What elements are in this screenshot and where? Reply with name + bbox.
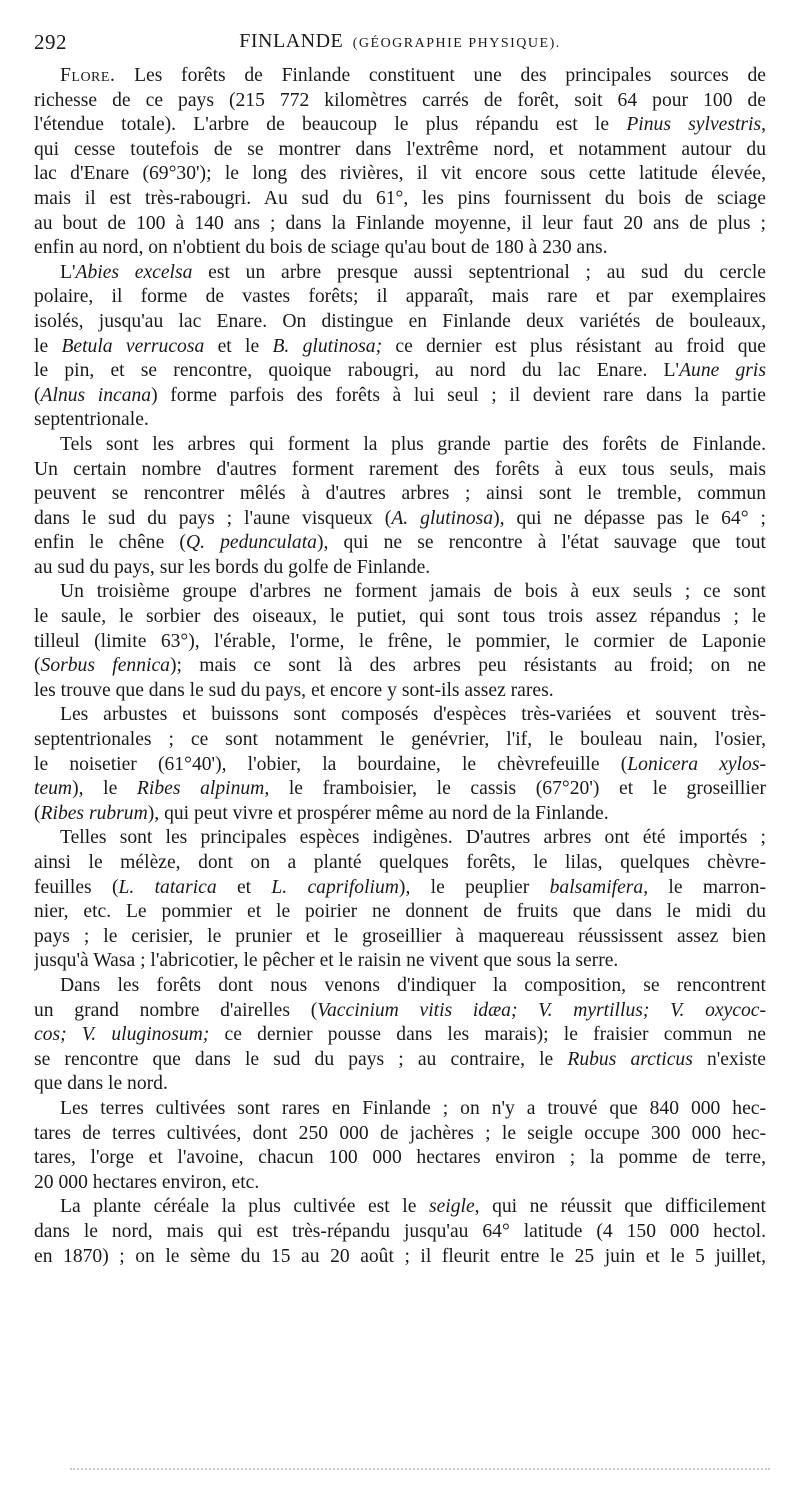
text-line: cos; V. uluginosum; ce dernier pousse dans les marais); le fraisier commun ne bbox=[34, 1024, 766, 1046]
text-line: septentrionale. bbox=[34, 409, 149, 431]
text-line: richesse de ce pays (215 772 kilomètres carrés de forêt, soit 64 pour 100 de bbox=[34, 89, 766, 111]
text-line: le saule, le sorbier des oiseaux, le putiet, qui sont tous trois assez répandus ; le bbox=[34, 606, 766, 628]
text-line: l'étendue totale). L'arbre de beaucoup le plus répandu est le Pinus sylvestris, bbox=[34, 114, 766, 136]
bleed-through-line bbox=[70, 1468, 770, 1476]
text-line: dans le nord, mais qui est très-répandu jusqu'au 64° latitude (4 150 000 hectol. bbox=[34, 1220, 766, 1242]
text-line: Un troisième groupe d'arbres ne forment jamais de bois à eux seuls ; ce sont bbox=[60, 581, 766, 603]
text-line: Un certain nombre d'autres forment rarement des forêts à eux tous seuls, mais bbox=[34, 458, 766, 480]
running-header bbox=[34, 30, 766, 56]
text-line: jusqu'à Wasa ; l'abricotier, le pêcher et le raisin ne vivent que sous la serre. bbox=[34, 950, 619, 972]
page-number: 292 bbox=[34, 30, 67, 54]
running-head-title: FINLANDE bbox=[239, 30, 344, 52]
text-line: les trouve que dans le sud du pays, et encore y sont-ils assez rares. bbox=[34, 679, 554, 701]
text-line: pays ; le cerisier, le prunier et le groseillier à maquereau réussissent assez bien bbox=[34, 925, 766, 947]
text-line: Tels sont les arbres qui forment la plus grande partie des forêts de Finlande. bbox=[60, 433, 766, 455]
text-line: mais il est très-rabougri. Au sud du 61°, les pins fournissent du bois de sciage bbox=[34, 187, 766, 209]
text-line: dans le sud du pays ; l'aune visqueux (A. glutinosa), qui ne dépasse pas le 64° ; bbox=[34, 507, 766, 529]
text-line: isolés, jusqu'au lac Enare. On distingue en Finlande deux variétés de bouleaux, bbox=[34, 310, 766, 332]
text-line: un grand nombre d'airelles (Vaccinium vitis idæa; V. myrtillus; V. oxycoc- bbox=[34, 999, 766, 1021]
body-text bbox=[34, 64, 766, 1269]
text-line: Dans les forêts dont nous venons d'indiquer la composition, se rencontrent bbox=[60, 974, 766, 996]
text-line: La plante céréale la plus cultivée est le seigle, qui ne réussit que difficilement bbox=[60, 1196, 766, 1218]
text-line: se rencontre que dans le sud du pays ; au contraire, le Rubus arcticus n'existe bbox=[34, 1048, 766, 1070]
text-line: peuvent se rencontrer mêlés à d'autres arbres ; ainsi sont le tremble, commun bbox=[34, 483, 766, 505]
text-line: (Ribes rubrum), qui peut vivre et prospérer même au nord de la Finlande. bbox=[34, 802, 609, 824]
text-line: au bout de 100 à 140 ans ; dans la Finlande moyenne, il leur faut 20 ans de plus ; bbox=[34, 212, 766, 234]
text-line: Les arbustes et buissons sont composés d'espèces très-variées et souvent très- bbox=[60, 704, 766, 726]
text-line: L'Abies excelsa est un arbre presque aussi septentrional ; au sud du cercle bbox=[60, 261, 766, 283]
text-line: nier, etc. Le pommier et le poirier ne donnent de fruits que dans le midi du bbox=[34, 901, 766, 923]
text-line: au sud du pays, sur les bords du golfe de Finlande. bbox=[34, 556, 431, 578]
text-line: enfin le chêne (Q. pedunculata), qui ne se rencontre à l'état sauvage que tout bbox=[34, 532, 766, 554]
text-line: Flore. Les forêts de Finlande constituent une des principales sources de bbox=[60, 65, 766, 86]
text-line: feuilles (L. tatarica et L. caprifolium), le peuplier balsamifera, le marron- bbox=[34, 876, 766, 898]
text-line: le Betula verrucosa et le B. glutinosa; ce dernier est plus résistant au froid que bbox=[34, 335, 766, 357]
text-line: Telles sont les principales espèces indigènes. D'autres arbres ont été importés ; bbox=[60, 827, 766, 849]
text-line: tilleul (limite 63°), l'érable, l'orme, le frêne, le pommier, le cormier de Laponie bbox=[34, 630, 766, 652]
text-line: polaire, il forme de vastes forêts; il apparaît, mais rare et par exemplaires bbox=[34, 286, 766, 308]
text-line: en 1870) ; on le sème du 15 au 20 août ; il fleurit entre le 25 juin et le 5 juillet, bbox=[34, 1245, 766, 1267]
text-line: ainsi le mélèze, dont on a planté quelques forêts, le lilas, quelques chèvre- bbox=[34, 852, 766, 873]
text-line: 20 000 hectares environ, etc. bbox=[34, 1171, 260, 1193]
text-line: septentrionales ; ce sont notamment le genévrier, l'if, le bouleau nain, l'osier, bbox=[34, 729, 766, 751]
text-line: tares de terres cultivées, dont 250 000 de jachères ; le seigle occupe 300 000 hec- bbox=[34, 1122, 766, 1144]
text-line: (Sorbus fennica); mais ce sont là des arbres peu résistants au froid; on ne bbox=[34, 655, 766, 677]
text-line: (Alnus incana) forme parfois des forêts à lui seul ; il devient rare dans la partie bbox=[34, 384, 766, 406]
text-line: que dans le nord. bbox=[34, 1073, 168, 1095]
running-head-subtitle: (GÉOGRAPHIE PHYSIQUE). bbox=[352, 36, 561, 51]
text-line: qui cesse toutefois de se montrer dans l'extrême nord, et notamment autour du bbox=[34, 138, 766, 160]
text-line: le pin, et se rencontre, quoique rabougri, au nord du lac Enare. L'Aune gris bbox=[34, 360, 766, 382]
running-head bbox=[34, 30, 766, 53]
text-line: teum), le Ribes alpinum, le framboisier, le cassis (67°20') et le groseillier bbox=[34, 778, 766, 800]
text-line: lac d'Enare (69°30'); le long des rivières, il vit encore sous cette latitude élevée, bbox=[34, 163, 766, 185]
text-line: tares, l'orge et l'avoine, chacun 100 000 hectares environ ; la pomme de terre, bbox=[34, 1147, 766, 1169]
text-line: le noisetier (61°40'), l'obier, la bourdaine, le chèvrefeuille (Lonicera xylos- bbox=[34, 753, 766, 775]
text-line: Les terres cultivées sont rares en Finlande ; on n'y a trouvé que 840 000 hec- bbox=[60, 1097, 766, 1119]
text-line: enfin au nord, on n'obtient du bois de sciage qu'au bout de 180 à 230 ans. bbox=[34, 237, 608, 259]
